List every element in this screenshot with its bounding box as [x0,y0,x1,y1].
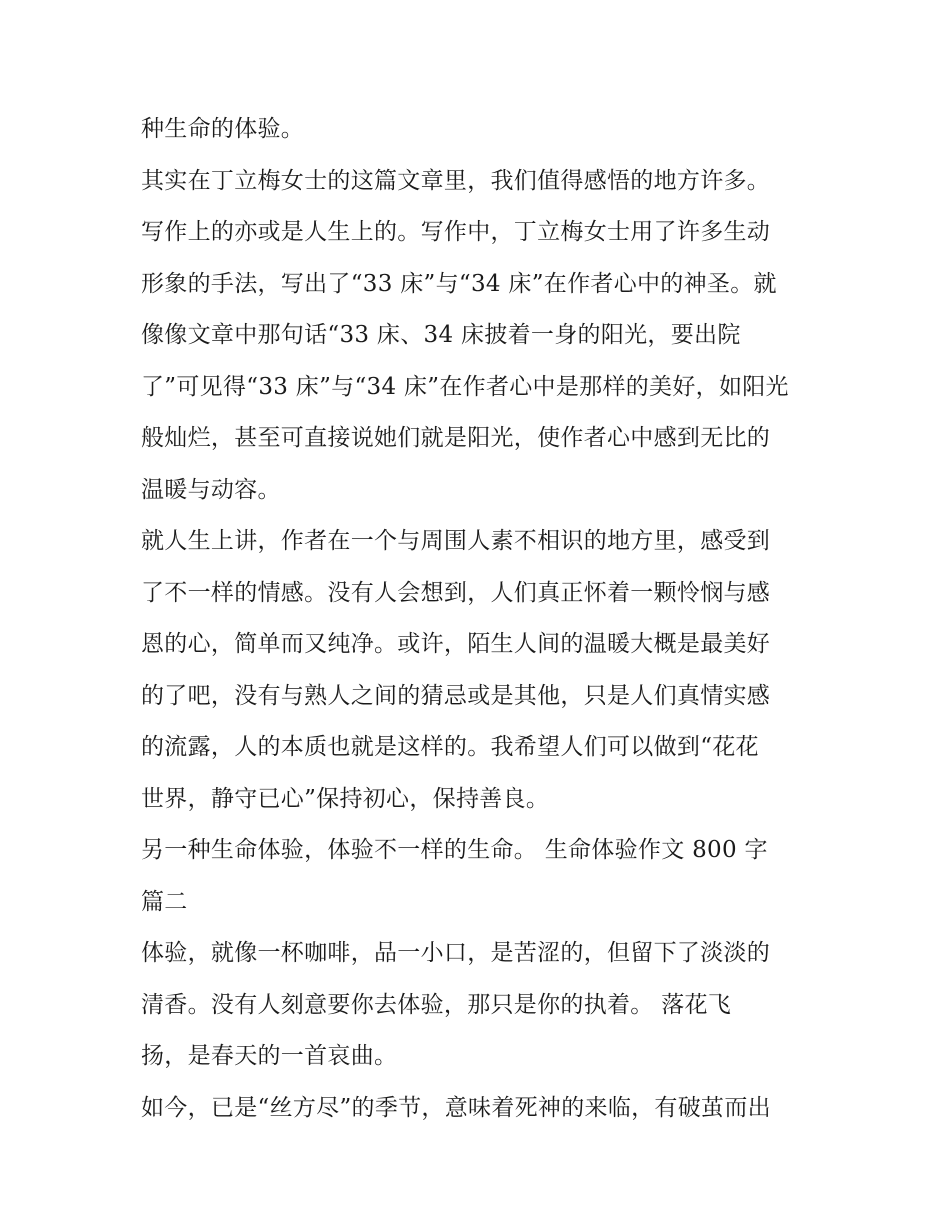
text-line: 像像文章中那句话“33 床、34 床披着一身的阳光，要出院 [141,322,741,348]
text-line: 了”可见得“33 床”与“34 床”在作者心中是那样的美好，如阳光 [141,373,789,400]
text-line: 形象的手法，写出了“33 床”与“34 床”在作者心中的神圣。就 [141,270,777,297]
text-line: 体验，就像一杯咖啡，品一小口，是苦涩的，但留下了淡淡的 [141,940,771,966]
text-line: 扬，是春天的一首哀曲。 [141,1043,398,1069]
body-text [141,104,841,1134]
text-line: 清香。没有人刻意要你去体验，那只是你的执着。 落花飞 [141,991,732,1018]
text-line: 另一种生命体验，体验不一样的生命。 生命体验作文 800 字 [141,837,768,863]
text-line: 恩的心，简单而又纯净。或许，陌生人间的温暖大概是最美好 [141,631,771,657]
text-line: 了不一样的情感。没有人会想到，人们真正怀着一颗怜悯与感 [141,579,771,606]
text-line: 的流露，人的本质也就是这样的。我希望人们可以做到“花花 [141,734,759,760]
text-line: 般灿烂，甚至可直接说她们就是阳光，使作者心中感到无比的 [141,425,771,451]
text-line: 其实在丁立梅女士的这篇文章里，我们值得感悟的地方许多。 [141,167,771,194]
text-line: 就人生上讲，作者在一个与周围人素不相识的地方里，感受到 [141,528,771,554]
text-line: 篇二 [141,888,188,915]
text-line: 的了吧，没有与熟人之间的猜忌或是其他，只是人们真情实感 [141,682,771,709]
text-line: 如今，已是“丝方尽”的季节，意味着死神的来临，有破茧而出 [141,1094,771,1121]
text-line: 世界，静守已心”保持初心，保持善良。 [141,785,550,812]
text-line: 写作上的亦或是人生上的。写作中，丁立梅女士用了许多生动 [141,219,771,245]
text-line: 种生命的体验。 [141,116,305,142]
text-line: 温暖与动容。 [141,476,281,503]
